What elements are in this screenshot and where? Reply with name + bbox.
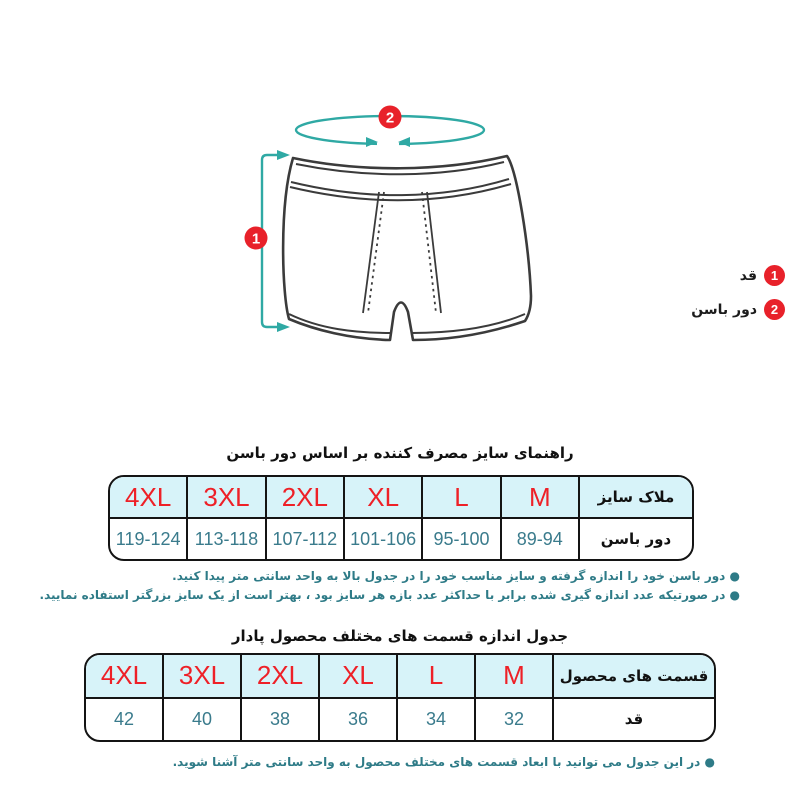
hip-range-cell: 101-106 — [345, 519, 423, 559]
size-header-cell: L — [423, 477, 501, 517]
table1-notes — [40, 567, 740, 605]
hip-range-cell: 107-112 — [267, 519, 345, 559]
product-parts-table — [84, 653, 716, 742]
size-header-cell: 2XL — [267, 477, 345, 517]
size-header-cell: L — [398, 655, 476, 697]
length-cell: 40 — [164, 699, 242, 741]
size-header-cell: XL — [345, 477, 423, 517]
length-cell: 42 — [86, 699, 164, 741]
legend-label-hip: دور باسن — [691, 301, 757, 318]
table1-header-row — [110, 477, 692, 519]
length-cell: 38 — [242, 699, 320, 741]
size-header-cell: XL — [320, 655, 398, 697]
hip-range-cell: 119-124 — [110, 519, 188, 559]
table2-header-label: قسمت های محصول — [559, 666, 709, 685]
table1-header-label: ملاک سایز — [597, 488, 675, 506]
size-header-cell: M — [502, 477, 580, 517]
marker-1-badge-icon: 1 — [764, 265, 785, 286]
note-line: ● در صورتیکه عدد اندازه گیری شده برابر با حداکثر عدد بازه هر سایز بود ، بهتر است از یک سایز بزرگتر استفاده نمایید. — [39, 588, 740, 602]
size-header-cell: 4XL — [86, 655, 164, 697]
boxer-shorts-outline — [283, 156, 531, 340]
table2-header-row — [86, 655, 714, 699]
marker-2-badge-icon: 2 — [764, 299, 785, 320]
table2-note: ● در این جدول می توانید با ابعاد قسمت های مختلف محصول به واحد سانتی متر آشنا شوید. — [172, 755, 715, 769]
legend-item-hip — [691, 299, 785, 320]
note-line: ● دور باسن خود را اندازه گرفته و سایز مناسب خود را در جدول بالا به واحد سانتی متر پیدا کنید. — [172, 569, 740, 583]
length-cell: 32 — [476, 699, 554, 741]
table2-title: جدول اندازه قسمت های مختلف محصول پادار — [231, 627, 569, 645]
table1-row-label: دور باسن — [600, 530, 672, 548]
length-cell: 34 — [398, 699, 476, 741]
hip-range-cell: 95-100 — [423, 519, 501, 559]
measure-marker-2 — [379, 106, 402, 129]
length-cell: 36 — [320, 699, 398, 741]
table2-data-row — [86, 699, 714, 741]
svg-text:1: 1 — [251, 230, 261, 248]
measurement-legend — [691, 265, 785, 320]
table2-row-label: قد — [624, 710, 644, 729]
size-header-cell: 2XL — [242, 655, 320, 697]
table1-data-row — [110, 519, 692, 559]
size-header-cell: 3XL — [188, 477, 266, 517]
legend-item-height — [740, 265, 785, 286]
size-header-cell: 3XL — [164, 655, 242, 697]
size-header-cell: 4XL — [110, 477, 188, 517]
size-guide-table — [108, 475, 694, 561]
legend-label-height: قد — [739, 267, 757, 284]
size-header-cell: M — [476, 655, 554, 697]
measure-marker-1 — [245, 227, 268, 250]
hip-range-cell: 113-118 — [188, 519, 266, 559]
svg-text:2: 2 — [385, 109, 395, 127]
table1-title: راهنمای سایز مصرف کننده بر اساس دور باسن — [226, 444, 574, 462]
hip-range-cell: 89-94 — [502, 519, 580, 559]
